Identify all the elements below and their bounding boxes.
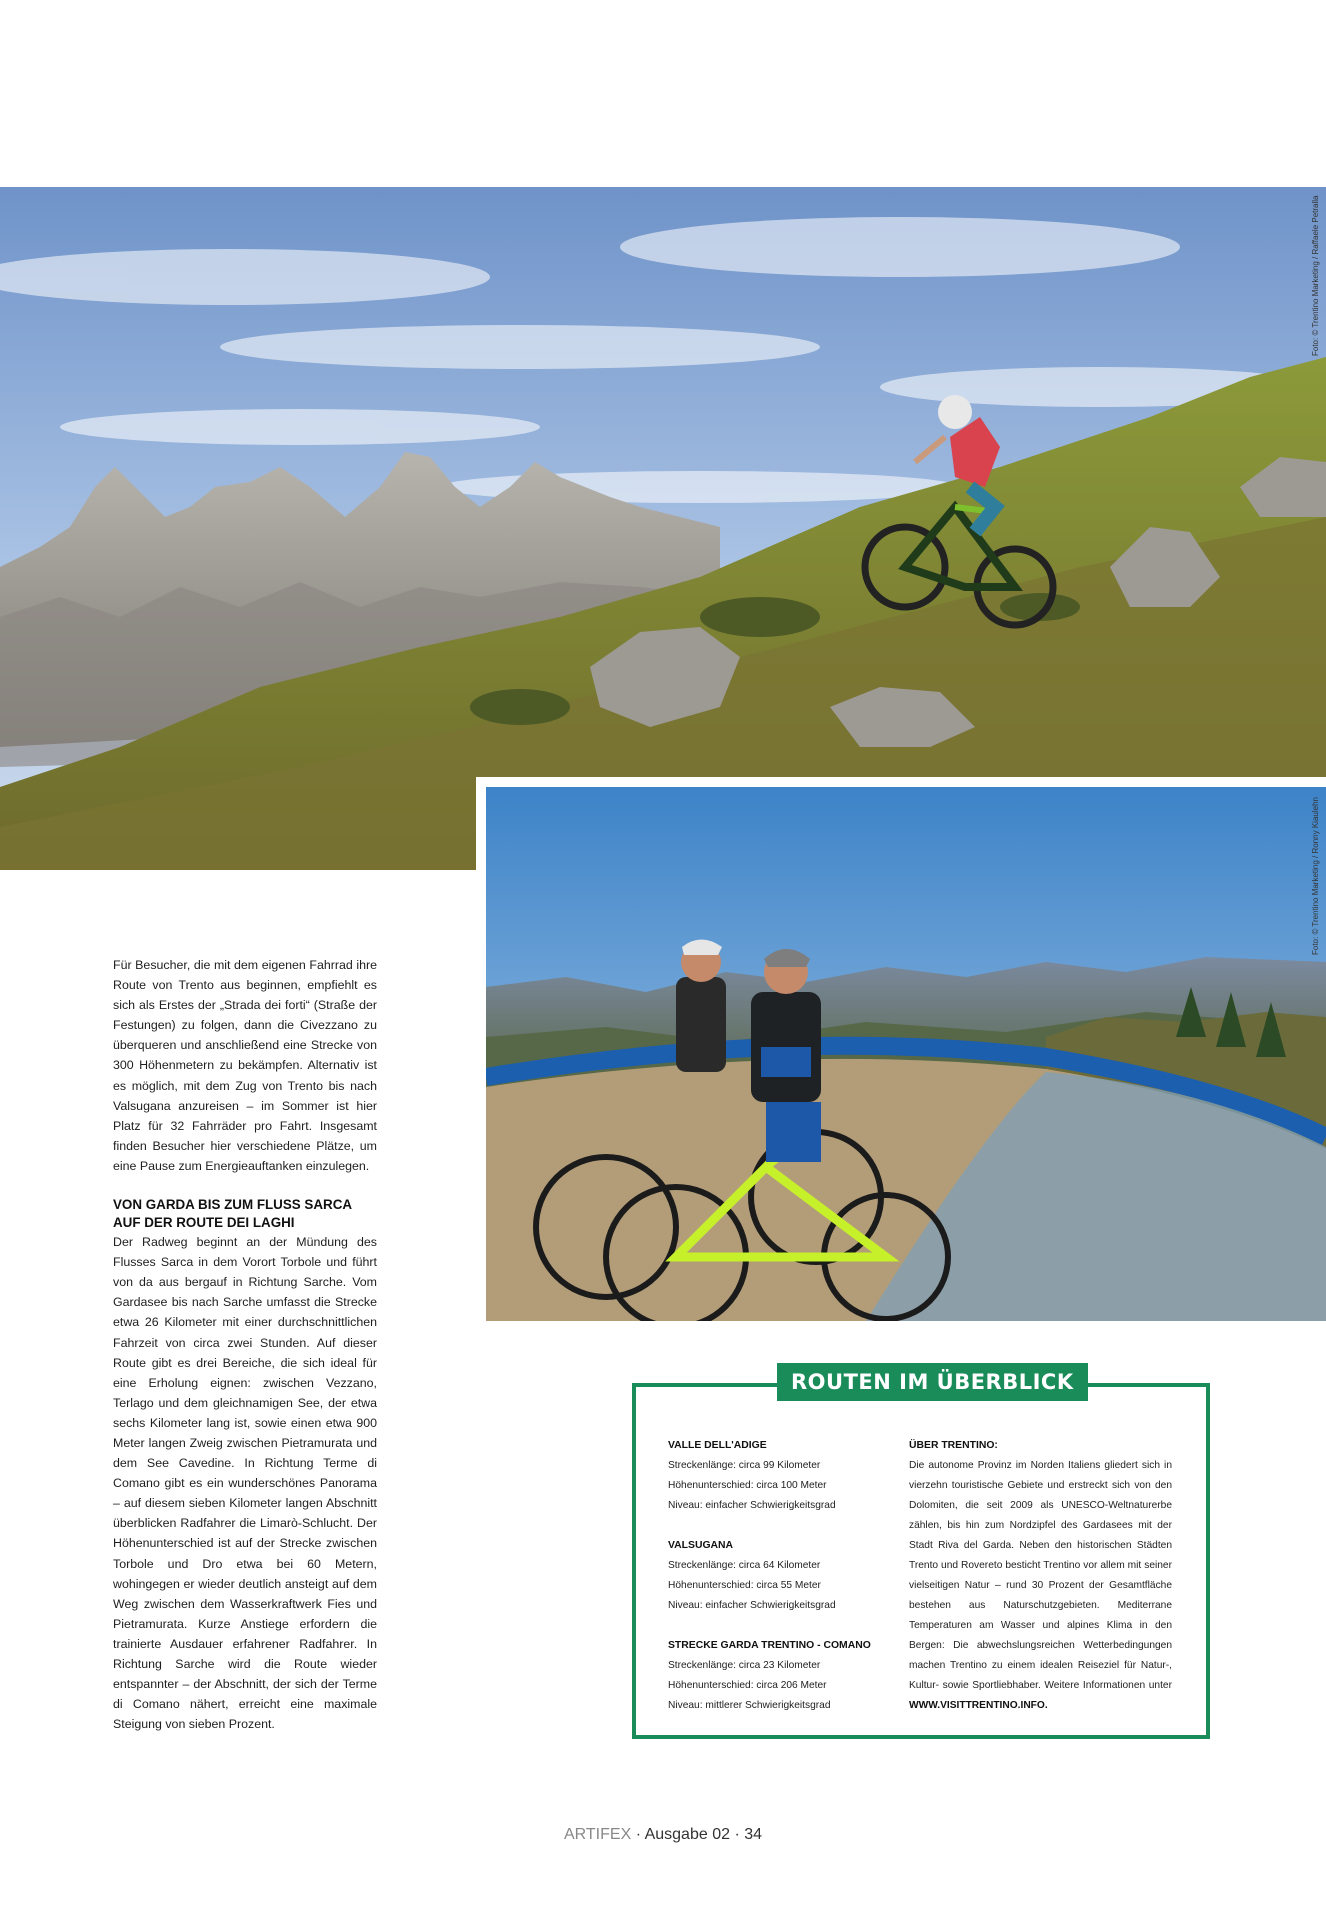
route-item: [668, 1536, 898, 1616]
photo-bikers-panorama: [486, 787, 1326, 1321]
route-elevation: Höhenunterschied: circa 55 Meter: [668, 1580, 821, 1591]
photo-credit-mid: Foto: © Trentino Marketing / Ronny Kiaulehn: [1311, 797, 1320, 955]
route-name: VALLE DELL'ADIGE: [668, 1440, 767, 1451]
article-paragraph-1: Für Besucher, die mit dem eigenen Fahrrad ihre Route von Trento aus beginnen, empfiehlt es sich als Erstes der „Strada dei forti“ (Straße der Festungen) zu folgen, dann die Civezzano zu überqueren und anschließend eine Strecke von 300 Höhenmetern zu bekämpfen. Alternativ ist es möglich, mit dem Zug von Trento bis nach Valsugana anzureisen – im Sommer ist hier Platz für 32 Fahrräder pro Fahrt. Insgesamt finden Besucher hier verschiedene Plätze, um eine Pause zum Energieauftanken einzulegen.: [113, 958, 377, 1173]
about-heading: ÜBER TRENTINO:: [909, 1440, 998, 1451]
article-paragraph-2: Der Radweg beginnt an der Mündung des Flusses Sarca in dem Vorort Torbole und führt von da aus bergauf in Richtung Sarche. Vom Gardasee bis nach Sarche umfasst die Strecke etwa 26 Kilometer mit einer durchschnittlichen Fahrzeit von circa zwei Stunden. Auf dieser Route gibt es drei Bereiche, die sich ideal für eine Erholung eignen: zwischen Vezzano, Terlago und dem gleichnamigen See, der etwa sechs Kilometer lang ist, sowie einen etwa 900 Meter langen Zweig zwischen Pietramurata und dem See Cavedine. In Richtung Terme di Comano gibt es ein wunderschönes Panorama – auf diesem sieben Kilometer langen Abschnitt überblicken Radfahrer die Limarò-Schlucht. Der Höhenunterschied ist auf der Strecke zwischen Torbole und Dro etwa bei 60 Metern, wohingegen er wieder deutlich ansteigt auf dem Weg zwischen dem Wasserkraftwerk Fies und Pietramurata. Kurze Anstiege erfordern die trainierte Ausdauer erfahrener Radfahrer. In Richtung Sarche wird die Route wieder entspannter – der Abschnitt, der sich der Terme di Comano nähert, erreicht eine maximale Steigung von sieben Prozent.: [113, 1235, 377, 1732]
route-length: Streckenlänge: circa 99 Kilometer: [668, 1460, 821, 1471]
route-level: Niveau: einfacher Schwierigkeitsgrad: [668, 1600, 836, 1611]
route-level: Niveau: mittlerer Schwierigkeitsgrad: [668, 1700, 831, 1711]
photo-credit-top: Foto: © Trentino Marketing / Raffaele Petralla: [1311, 195, 1320, 356]
route-item: [668, 1636, 898, 1716]
photo-mountain-biker-jump: [0, 187, 1326, 870]
issue-page-number: · Ausgabe 02 · 34: [631, 1826, 763, 1843]
route-elevation: Höhenunterschied: circa 206 Meter: [668, 1680, 827, 1691]
about-trentino: [909, 1436, 1172, 1716]
article-subheading: VON GARDA BIS ZUM FLUSS SARCA AUF DER ROUTE DEI LAGHI: [113, 1197, 352, 1231]
visittrentino-link[interactable]: WWW.VISITTRENTINO.INFO.: [909, 1700, 1048, 1711]
route-length: Streckenlänge: circa 23 Kilometer: [668, 1660, 821, 1671]
route-spacer: [668, 1516, 898, 1536]
route-level: Niveau: einfacher Schwierigkeitsgrad: [668, 1500, 836, 1511]
route-name: STRECKE GARDA TRENTINO - COMANO: [668, 1640, 871, 1651]
route-length: Streckenlänge: circa 64 Kilometer: [668, 1560, 821, 1571]
magazine-brand: ARTIFEX: [563, 1826, 632, 1843]
page-footer: [0, 1826, 1326, 1844]
route-elevation: Höhenunterschied: circa 100 Meter: [668, 1480, 827, 1491]
route-spacer: [668, 1616, 898, 1636]
article-column: [113, 955, 377, 1734]
routes-list: [668, 1436, 898, 1716]
about-text: Die autonome Provinz im Norden Italiens gliedert sich in vierzehn touristische Gebiete und erstreckt sich von den Dolomiten, die seit 2009 als UNESCO-Weltnaturerbe zählen, bis hin zum Nordzipfel des Gardasees mit der Stadt Riva del Garda. Neben den historischen Städten Trento und Rovereto besticht Trentino vor allem mit seiner vielseitigen Natur – rund 30 Prozent der Gesamtfläche bestehen aus Naturschutzgebieten. Mediterrane Temperaturen am Wasser und alpines Klima in den Bergen: Die abwechslungsreichen Wetterbedingungen machen Trentino zu einem idealen Reiseziel für Natur-, Kultur- sowie Sportliebhaber. Weitere Informationen unter: [909, 1460, 1172, 1691]
route-item: [668, 1436, 898, 1516]
info-box-title: ROUTEN IM ÜBERBLICK: [777, 1363, 1088, 1401]
route-name: VALSUGANA: [668, 1540, 734, 1551]
